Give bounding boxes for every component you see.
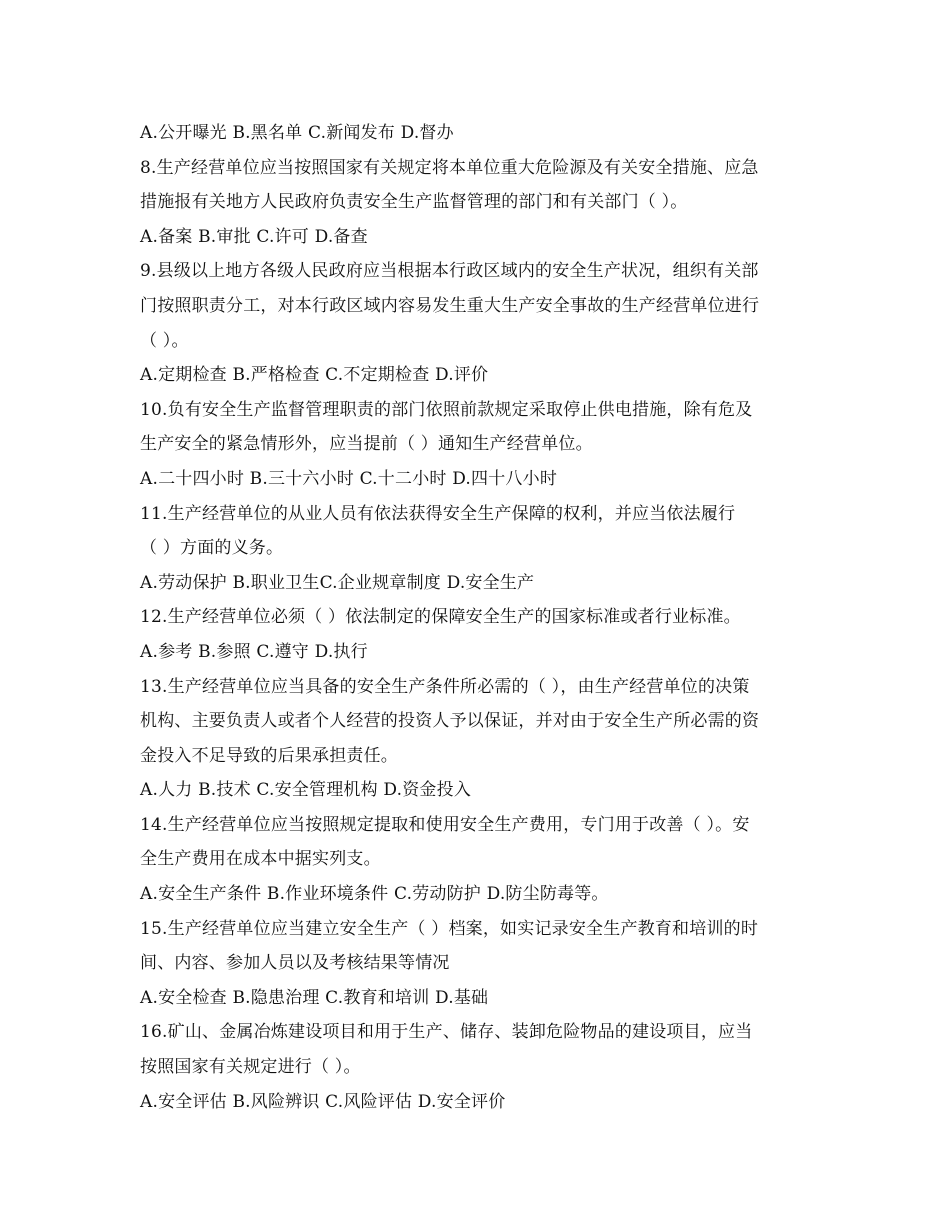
text-line: 10.负有安全生产监督管理职责的部门依照前款规定采取停止供电措施，除有危及 (140, 399, 753, 420)
text-line: A.公开曝光 B.黑名单 C.新闻发布 D.督办 (140, 123, 454, 143)
text-line: 12.生产经营单位必须（ ）依法制定的保障安全生产的国家标准或者行业标准。 (140, 607, 741, 628)
text-line: 按照国家有关规定进行（ ）。 (140, 1057, 361, 1078)
options-line (140, 877, 820, 912)
options-line (140, 220, 820, 255)
text-line: A.参考 B.参照 C.遵守 D.执行 (140, 641, 368, 662)
options-line (140, 773, 820, 808)
options-line (140, 981, 820, 1016)
text-line: A.备案 B.审批 C.许可 D.备查 (140, 226, 368, 247)
text-line: 13.生产经营单位应当具备的安全生产条件所必需的（ ），由生产经营单位的决策 (140, 676, 750, 697)
text-line: 生产安全的紧急情形外，应当提前（ ）通知生产经营单位。 (140, 434, 593, 455)
options-line (140, 1085, 820, 1120)
options-line (140, 358, 820, 393)
text-line: 9.县级以上地方各级人民政府应当根据本行政区域内的安全生产状况，组织有关部 (140, 261, 759, 282)
text-line: 11.生产经营单位的从业人员有依法获得安全生产保障的权利，并应当依法履行 (140, 503, 736, 524)
text-line: （ ）方面的义务。 (140, 538, 284, 559)
options-line (140, 566, 820, 601)
question-10 (140, 393, 820, 462)
options-line (140, 116, 820, 151)
text-line: A.劳动保护 B.职业卫生C.企业规章制度 D.安全生产 (140, 572, 535, 593)
options-line (140, 462, 820, 497)
question-14 (140, 808, 820, 877)
question-16 (140, 1015, 820, 1084)
question-15 (140, 912, 820, 981)
text-line: A.二十四小时 B.三十六小时 C.十二小时 D.四十八小时 (140, 468, 558, 489)
text-line: 14.生产经营单位应当按照规定提取和使用安全生产费用，专门用于改善（ ）。安 (140, 814, 750, 835)
options-line (140, 635, 820, 670)
text-line: 机构、主要负责人或者个人经营的投资人予以保证，并对由于安全生产所必需的资 (140, 711, 760, 732)
text-line: 15.生产经营单位应当建立安全生产（ ）档案，如实记录安全生产教育和培训的时 (140, 918, 759, 939)
text-line: 金投入不足导致的后果承担责任。 (140, 745, 398, 766)
question-11 (140, 497, 820, 566)
text-line: 全生产费用在成本中据实列支。 (140, 849, 381, 870)
question-12 (140, 600, 820, 635)
question-13 (140, 670, 820, 774)
document-page (140, 116, 820, 1119)
text-line: 间、内容、参加人员以及考核结果等情况 (140, 953, 450, 974)
text-line: A.定期检查 B.严格检查 C.不定期检查 D.评价 (140, 365, 489, 386)
text-line: A.安全生产条件 B.作业环境条件 C.劳动防护 D.防尘防毒等。 (140, 884, 609, 905)
text-line: A.安全评估 B.风险辨识 C.风险评估 D.安全评价 (140, 1091, 506, 1112)
text-line: A.人力 B.技术 C.安全管理机构 D.资金投入 (140, 780, 472, 801)
text-line: 16.矿山、金属冶炼建设项目和用于生产、储存、装卸危险物品的建设项目，应当 (140, 1022, 753, 1043)
text-line: 措施报有关地方人民政府负责安全生产监督管理的部门和有关部门（ ）。 (140, 192, 688, 213)
text-line: （ ）。 (140, 330, 189, 351)
text-line: 门按照职责分工，对本行政区域内容易发生重大生产安全事故的生产经营单位进行 (140, 295, 760, 316)
text-line: A.安全检查 B.隐患治理 C.教育和培训 D.基础 (140, 987, 489, 1008)
question-8 (140, 151, 820, 220)
text-line: 8.生产经营单位应当按照国家有关规定将本单位重大危险源及有关安全措施、应急 (140, 157, 759, 178)
question-9 (140, 254, 820, 358)
